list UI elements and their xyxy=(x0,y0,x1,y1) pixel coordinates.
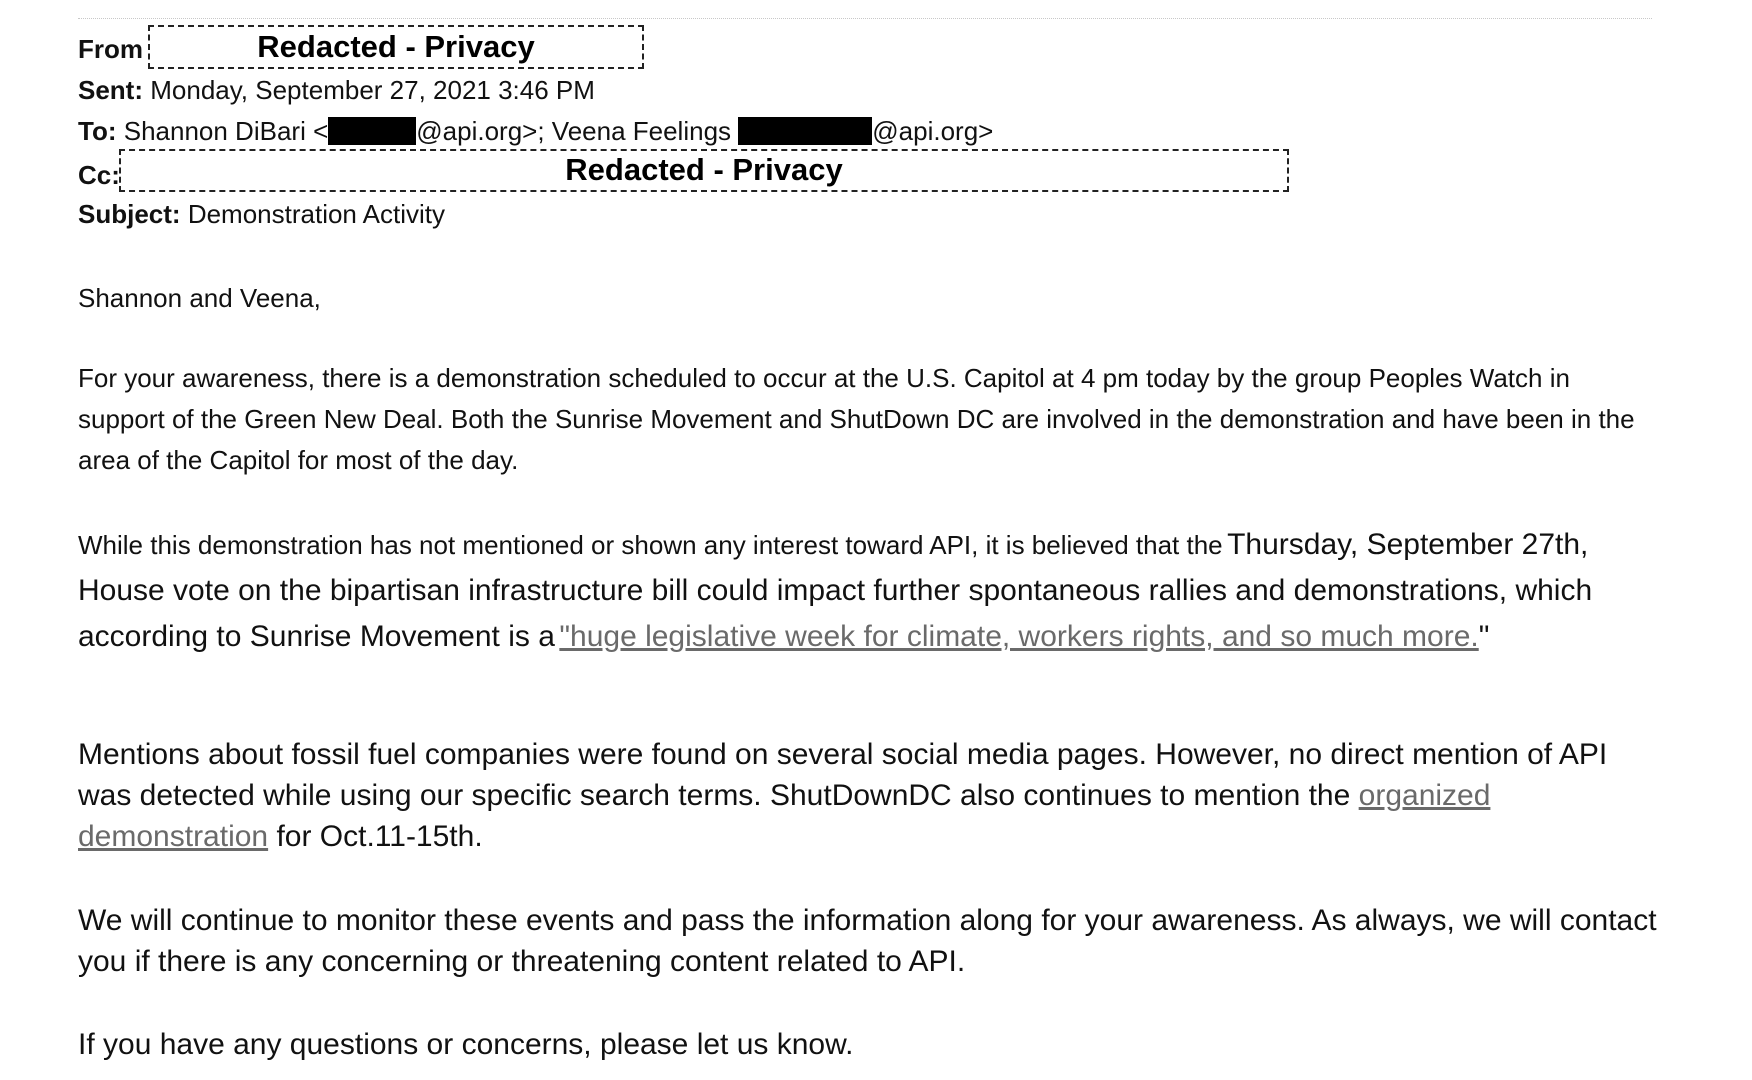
paragraph-questions: If you have any questions or concerns, please let us know. xyxy=(78,1028,854,1061)
top-divider xyxy=(78,18,1652,19)
sunrise-quote-link[interactable]: "huge legislative week for climate, workers rights, and so much more. xyxy=(559,620,1479,653)
from-row xyxy=(78,34,143,64)
p2-closing-quote: " xyxy=(1478,620,1490,653)
to-domain-1: @api.org>; Veena Feelings xyxy=(416,116,732,146)
organized-demonstration-link[interactable]: organized demonstration xyxy=(78,779,1491,853)
paragraph-mentions xyxy=(78,734,1658,857)
p2-main-text: Thursday, September 27th, House vote on the bipartisan infrastructure bill could impact further spontaneous rallies and demonstrations, which according to Sunrise Movement is a xyxy=(78,528,1593,653)
paragraph-awareness: For your awareness, there is a demonstration scheduled to occur at the U.S. Capitol at 4 pm today by the group Peoples Watch in support of the Green New Deal. Both the Sunrise Movement and ShutDown DC are involved in the demonstration and have been in the area of the Capitol for most of the day. xyxy=(78,363,1635,475)
greeting: Shannon and Veena, xyxy=(78,283,321,313)
p3-text: Mentions about fossil fuel companies were found on several social media pages. However, no direct mention of API was detected while using our specific search terms. ShutDownDC also continues to mention the xyxy=(78,738,1608,812)
to-email-redaction-1 xyxy=(328,117,416,145)
to-label: To: xyxy=(78,116,117,146)
from-redaction-box: Redacted - Privacy xyxy=(148,25,644,69)
cc-redaction-box: Redacted - Privacy xyxy=(119,149,1289,192)
paragraph-monitor: We will continue to monitor these events and pass the information along for your awareness. As always, we will contact you if there is any concerning or threatening content related to API. xyxy=(78,904,1657,978)
p2-intro-text: While this demonstration has not mentioned or shown any interest toward API, it is believed that the xyxy=(78,530,1223,560)
to-name-1: Shannon DiBari < xyxy=(123,116,329,146)
to-domain-2: @api.org> xyxy=(872,116,994,146)
to-email-redaction-2 xyxy=(738,117,872,145)
p3-end-text: for Oct.11-15th. xyxy=(276,820,483,853)
sent-row xyxy=(78,75,595,105)
subject-label: Subject: xyxy=(78,199,181,229)
from-label: From xyxy=(78,34,143,64)
subject-value: Demonstration Activity xyxy=(187,199,446,229)
to-row xyxy=(78,116,993,146)
sent-label: Sent: xyxy=(78,75,143,105)
sent-value: Monday, September 27, 2021 3:46 PM xyxy=(150,75,595,105)
paragraph-infrastructure xyxy=(78,524,1658,662)
cc-row xyxy=(78,160,120,190)
subject-row xyxy=(78,199,445,229)
cc-label: Cc: xyxy=(78,160,120,190)
